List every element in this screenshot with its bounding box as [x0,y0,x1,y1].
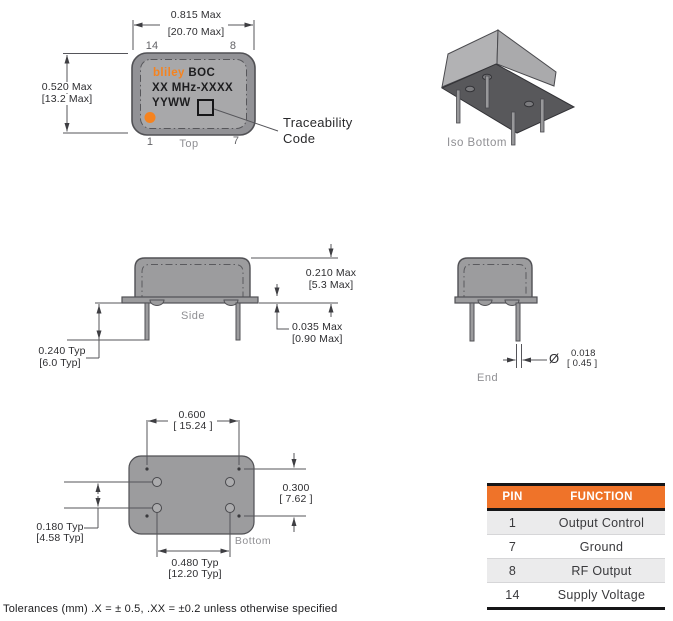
diameter-symbol: Ø [549,351,560,366]
table-cell-pin: 14 [505,588,520,602]
top-height-dim-mm: [13.2 Max] [41,93,93,105]
pin-function-table [487,483,665,610]
bottom-pin [153,478,162,487]
bottom-index-dot [237,514,240,517]
table-header-function: FUNCTION [570,491,633,503]
table-cell-pin: 7 [508,539,517,554]
table-bottom-border [487,607,665,610]
bottom-row-pitch-dim-inches: 0.180 Typ [36,521,84,533]
tolerance-note: Tolerances (mm) .X = ± 0.5, .XX = ±0.2 unless otherwise specified [3,603,338,615]
bottom-index-dot [145,514,148,517]
package-marking-line1 [153,67,215,79]
table-header-row [487,486,665,511]
table-cell-function: Supply Voltage [557,588,646,602]
bottom-pin [226,478,235,487]
side-pin-length-dim-mm: [6.0 Typ] [39,357,81,369]
table-row [487,535,665,559]
end-pin [516,303,520,341]
pin-label-14: 14 [145,40,159,52]
iso-pin [457,90,461,123]
iso-view-label: Iso Bottom [447,137,507,149]
table-row [487,559,665,583]
table-cell-function: Ground [579,539,624,554]
package-marking-line3: YYWW [152,97,191,109]
top-height-dim-inches: 0.520 Max [41,81,93,93]
bottom-depth-dim-mm: [ 7.62 ] [279,493,313,505]
iso-pin [486,76,490,108]
traceability-callout-line1: Traceability [283,115,353,130]
pin-label-1: 1 [146,136,154,148]
side-height-dim-mm: [5.3 Max] [308,279,354,291]
iso-pin [541,99,545,132]
bottom-pin [226,504,235,513]
iso-pin-hole [525,101,534,107]
package-marking-line2: XX MHz-XXXX [152,82,234,94]
iso-view-drawing [442,30,574,145]
side-pin-length-dim-inches: 0.240 Typ [38,345,86,357]
bottom-col-pitch-dim-inches: 0.480 Typ [171,557,219,569]
table-row [487,511,665,535]
side-standoff-dim-mm: [0.90 Max] [292,333,343,345]
table-cell-pin: 1 [508,515,517,530]
end-view-label: End [477,372,499,384]
side-height-dim-inches: 0.210 Max [305,267,357,279]
bottom-row-pitch-dim-mm: [4.58 Typ] [36,532,84,544]
iso-pin [512,112,516,145]
bliley-logo: bliley [153,67,185,79]
side-standoff-bump [150,300,164,306]
side-view-label: Side [180,310,206,322]
bottom-index-dot [145,467,148,470]
table-cell-function: RF Output [571,563,632,578]
table-cell-function: Output Control [558,515,645,530]
end-view-drawing [455,258,547,368]
end-base-plate [455,297,537,303]
table-row [487,583,665,607]
table-cell-pin: 8 [508,563,517,578]
pin-dia-dim-inches: 0.018 [571,348,596,359]
bottom-pin [153,504,162,513]
table-header-pin: PIN [502,491,523,503]
end-pin [470,303,474,341]
top-width-dim-inches: 0.815 Max [170,9,222,21]
traceability-callout-line2: Code [283,131,316,146]
iso-pin-hole [466,86,475,92]
bottom-depth-dim-inches: 0.300 [282,482,310,494]
series-code: BOC [188,67,216,79]
pin-dia-dim-mm: [ 0.45 ] [567,358,598,369]
top-width-dim-mm: [20.70 Max] [167,26,225,38]
pin-label-7: 7 [232,135,240,147]
bottom-col-pitch-dim-mm: [12.20 Typ] [168,568,222,580]
end-standoff-bump [478,300,492,306]
side-pin [145,303,149,340]
top-view-label: Top [179,138,199,150]
bottom-span-dim-inches: 0.600 [178,409,206,421]
pin-label-8: 8 [229,40,237,52]
bottom-span-dim-mm: [ 15.24 ] [173,420,213,432]
pin-1-indicator-dot [145,112,156,123]
side-pin [236,303,240,340]
side-standoff-dim-inches: 0.035 Max [292,321,343,333]
bottom-index-dot [237,467,240,470]
bottom-view-label: Bottom [234,535,272,547]
